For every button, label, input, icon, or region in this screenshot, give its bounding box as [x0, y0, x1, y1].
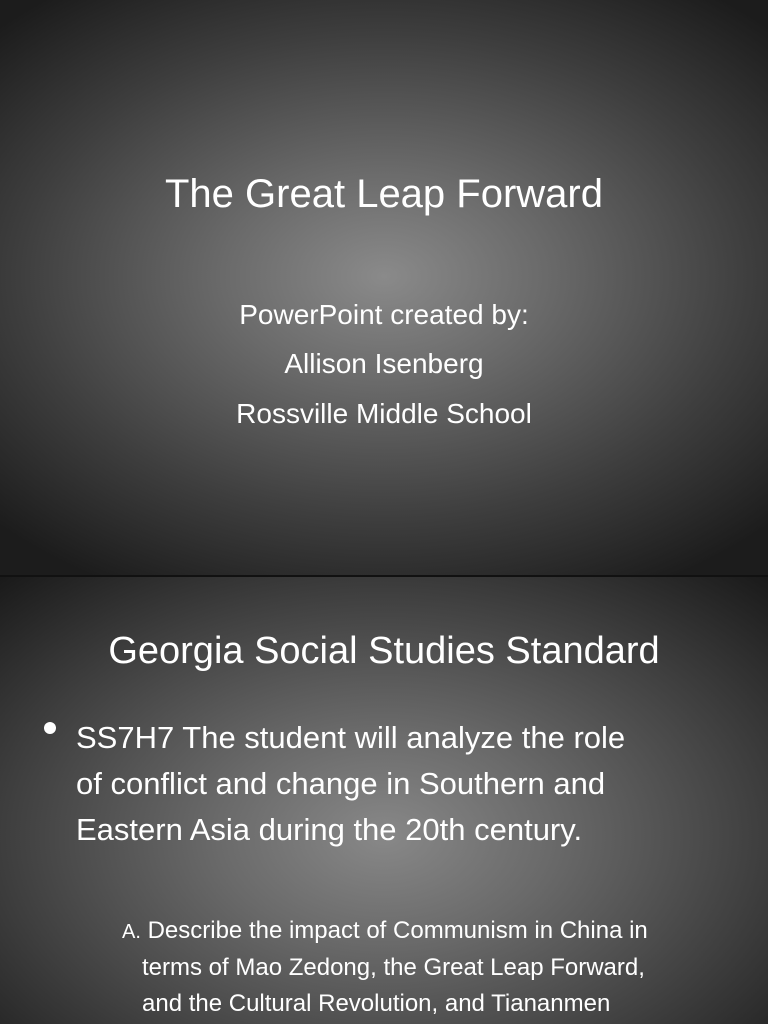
- sub-bullet-line: terms of Mao Zedong, the Great Leap Forward,: [142, 954, 645, 981]
- sub-bullet-line: and the Cultural Revolution, and Tiananmen: [142, 990, 611, 1017]
- slide-title: Georgia Social Studies Standard: [108, 630, 660, 672]
- sub-bullet-line: Describe the impact of Communism in China in: [147, 917, 648, 944]
- author-name: Allison Isenberg: [284, 348, 484, 379]
- sub-bullet-point: [122, 913, 752, 1022]
- slide-2: [0, 577, 768, 1024]
- bullet-line: of conflict and change in Southern and: [76, 766, 606, 801]
- slide-title: The Great Leap Forward: [165, 172, 603, 216]
- bullet-line: Eastern Asia during the 20th century.: [76, 812, 583, 847]
- school-name: Rossville Middle School: [236, 398, 532, 429]
- bullet-point: [76, 715, 736, 853]
- bullet-line: SS7H7 The student will analyze the role: [76, 720, 626, 755]
- slide-subtitle-line: PowerPoint created by:: [239, 299, 529, 330]
- sub-bullet-marker: A.: [122, 921, 141, 943]
- bullet-icon: [44, 722, 56, 734]
- sub-bullet-first-line: [122, 913, 752, 950]
